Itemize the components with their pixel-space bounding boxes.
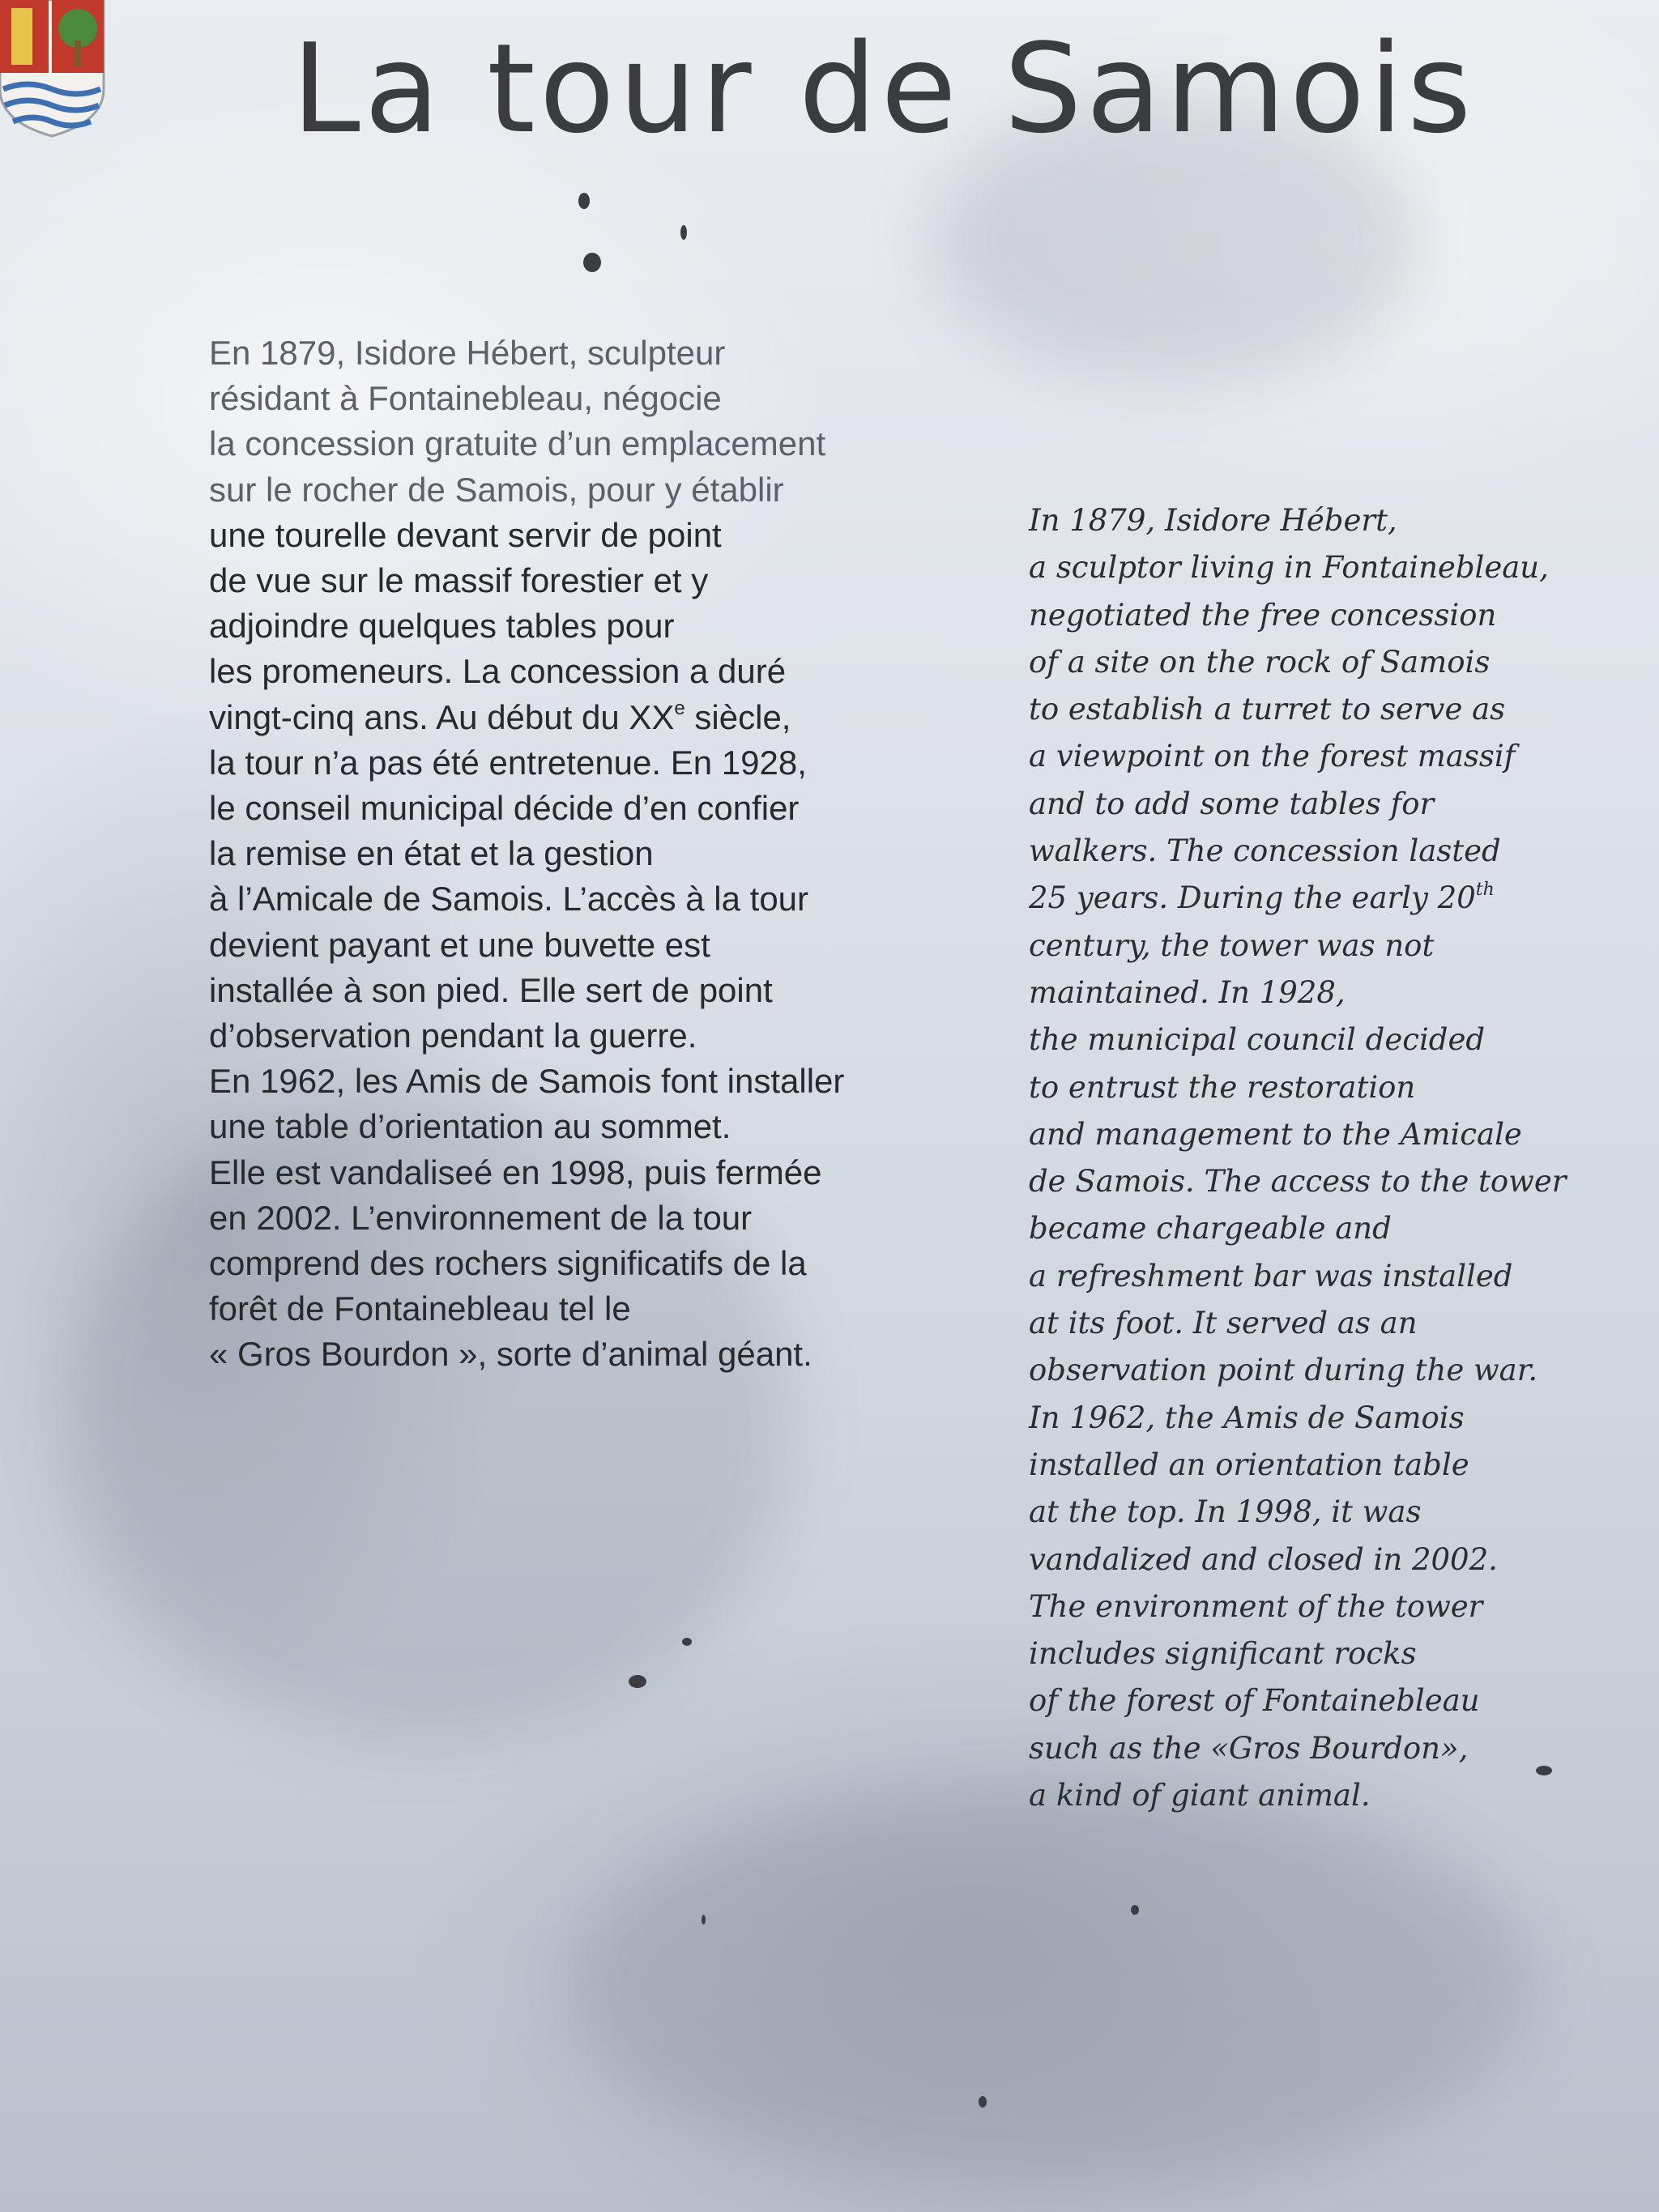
french-line [209,695,1003,740]
english-line: at its foot. It served as an [1029,1306,1418,1341]
english-line-start: 25 years. During the early 20 [1029,880,1476,916]
french-line: la concession gratuite d’un emplacement [209,424,826,463]
english-line: vandalized and closed in 2002. [1029,1541,1498,1577]
ordinal-superscript: th [1475,880,1495,901]
century-superscript: e [674,697,685,719]
french-line: forêt de Fontainebleau tel le [209,1289,631,1328]
surface-mark [1131,1905,1139,1915]
french-line: les promeneurs. La concession a duré [209,652,787,691]
english-line: century, the tower was not [1029,927,1435,963]
english-line: and management to the Amicale [1029,1116,1522,1152]
english-line: such as the «Gros Bourdon», [1029,1730,1469,1766]
english-line: of the forest of Fontainebleau [1029,1683,1480,1719]
english-line: a kind of giant animal. [1029,1778,1371,1813]
english-line: walkers. The concession lasted [1029,833,1501,869]
surface-mark [979,2096,987,2108]
english-line: at the top. In 1998, it was [1029,1494,1422,1530]
french-line: comprend des rochers significatifs de la [209,1244,807,1283]
tree-shadow [567,1782,1539,2187]
french-line: la remise en état et la gestion [209,834,654,873]
surface-mark [578,193,590,209]
french-line: « Gros Bourdon », sorte d’animal géant. [209,1335,812,1374]
english-line: to establish a turret to serve as [1029,692,1506,727]
english-line: of a site on the rock of Samois [1029,644,1491,680]
english-line: became chargeable and [1029,1211,1392,1247]
french-line: en 2002. L’environnement de la tour [209,1198,753,1237]
french-line-end: siècle, [684,697,791,736]
english-line: a viewpoint on the forest massif [1029,739,1516,774]
french-line: installée à son pied. Elle sert de point [209,970,773,1009]
french-line-start: vingt-cinq ans. Au début du XX [209,697,675,736]
english-line: observation point during the war. [1029,1353,1538,1388]
french-line: de vue sur le massif forestier et y [209,561,709,600]
surface-mark [583,253,601,272]
english-line: includes significant rocks [1029,1636,1417,1672]
coat-of-arms-icon [0,0,105,138]
surface-mark [682,1638,692,1646]
french-line: le conseil municipal décide d’en confier [209,789,800,828]
english-line: a sculptor living in Fontainebleau, [1029,550,1549,586]
surface-mark [680,225,687,240]
french-text-block [209,330,1003,1378]
surface-mark [702,1915,706,1924]
french-line: résidant à Fontainebleau, négocie [209,379,722,418]
surface-mark [629,1675,646,1688]
surface-mark [1536,1766,1552,1775]
english-line: In 1962, the Amis de Samois [1029,1400,1465,1435]
english-line: de Samois. The access to the tower [1029,1164,1567,1200]
english-line: a refreshment bar was installed [1029,1258,1513,1294]
french-line: sur le rocher de Samois, pour y établir [209,470,784,509]
english-line [1029,875,1644,922]
english-text-block [1029,497,1644,1819]
french-line: à l’Amicale de Samois. L’accès à la tour [209,880,809,918]
english-line: installed an orientation table [1029,1447,1469,1482]
french-line: d’observation pendant la guerre. [209,1016,697,1055]
french-line: En 1879, Isidore Hébert, sculpteur [209,334,726,372]
french-line: Elle est vandaliseé en 1998, puis fermée [209,1153,822,1191]
english-line: the municipal council decided [1029,1022,1486,1058]
english-line: negotiated the free concession [1029,597,1497,633]
french-line: adjoindre quelques tables pour [209,607,675,646]
english-line: In 1879, Isidore Hébert, [1029,503,1397,538]
french-line: la tour n’a pas été entretenue. En 1928, [209,743,807,782]
english-line: to entrust the restoration [1029,1069,1416,1105]
english-line: maintained. In 1928, [1029,974,1346,1010]
french-line: une tourelle devant servir de point [209,515,722,554]
english-line: and to add some tables for [1029,786,1435,821]
french-line: devient payant et une buvette est [209,925,710,964]
english-line: The environment of the tower [1029,1588,1483,1624]
sign-title: La tour de Samois [292,17,1476,160]
french-line: une table d’orientation au sommet. [209,1107,731,1146]
french-line: En 1962, les Amis de Samois font installer [209,1062,845,1101]
